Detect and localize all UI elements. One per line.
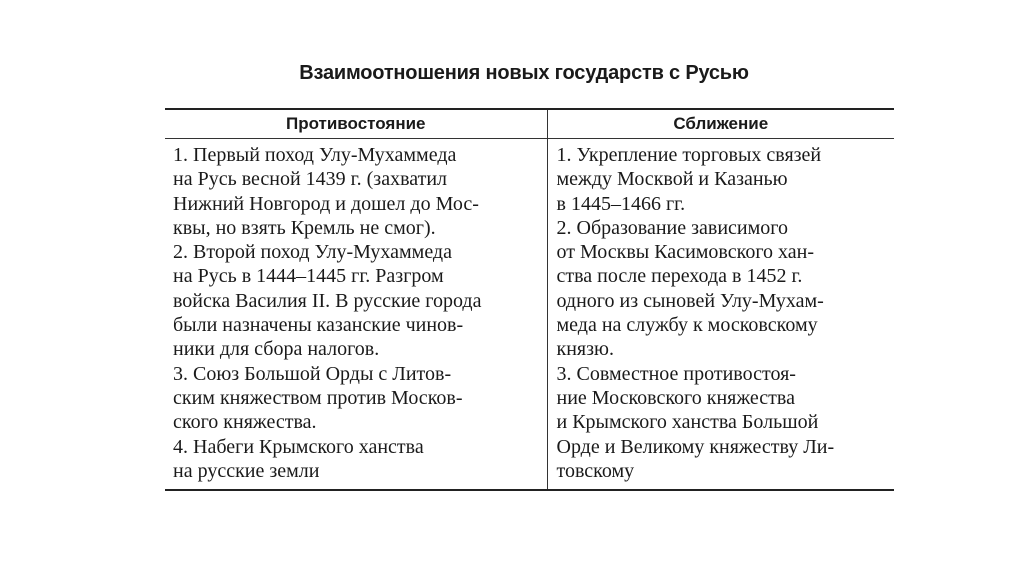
text-line: от Москвы Касимовского хан- (556, 241, 815, 264)
text-line: одного из сыновей Улу-Мухам- (556, 289, 824, 312)
text-line: были назначены казанские чинов- (173, 314, 464, 337)
text-line: Нижний Новгород и дошел до Мос- (173, 192, 479, 215)
text-line: на русские земли (173, 459, 320, 482)
relations-table (165, 108, 894, 491)
text-line: ского княжества. (173, 411, 317, 434)
text-line: 3. Совместное противостоя- (556, 362, 796, 385)
text-line: 3. Союз Большой Орды с Литов- (173, 362, 452, 385)
text-line: Орде и Великому княжеству Ли- (556, 435, 835, 458)
text-line: 2. Второй поход Улу-Мухаммеда (173, 241, 452, 264)
text-line: 2. Образование зависимого (556, 216, 788, 239)
text-line: 4. Набеги Крымского ханства (173, 435, 424, 458)
opposition-cell (165, 139, 547, 491)
text-line: квы, но взять Кремль не смог). (173, 216, 436, 239)
text-line: ским княжеством против Москов- (173, 386, 463, 409)
text-line: князю. (556, 338, 614, 361)
text-line: ства после перехода в 1452 г. (556, 265, 803, 288)
table-title: Взаимоотношения новых государств с Русью (299, 62, 749, 84)
header-row (165, 109, 894, 139)
text-line: меда на службу к московскому (556, 314, 818, 337)
rapprochement-cell (547, 139, 894, 491)
table-row (165, 139, 894, 491)
text-line: в 1445–1466 гг. (556, 192, 686, 215)
text-line: 1. Укрепление торговых связей (556, 144, 822, 166)
text-line: между Москвой и Казанью (556, 168, 788, 191)
text-line: войска Василия II. В русские города (173, 289, 482, 312)
text-line: и Крымского ханства Большой (556, 411, 819, 434)
column-header-opposition: Противостояние (165, 109, 547, 139)
text-line: товскому (556, 459, 635, 482)
text-line: 1. Первый поход Улу-Мухаммеда (173, 144, 457, 166)
text-line: ние Московского княжества (556, 386, 795, 409)
column-header-rapprochement: Сближение (547, 109, 894, 139)
text-line: ники для сбора налогов. (173, 338, 380, 361)
text-line: на Русь в 1444–1445 гг. Разгром (173, 265, 444, 288)
text-line: на Русь весной 1439 г. (захватил (173, 168, 448, 191)
